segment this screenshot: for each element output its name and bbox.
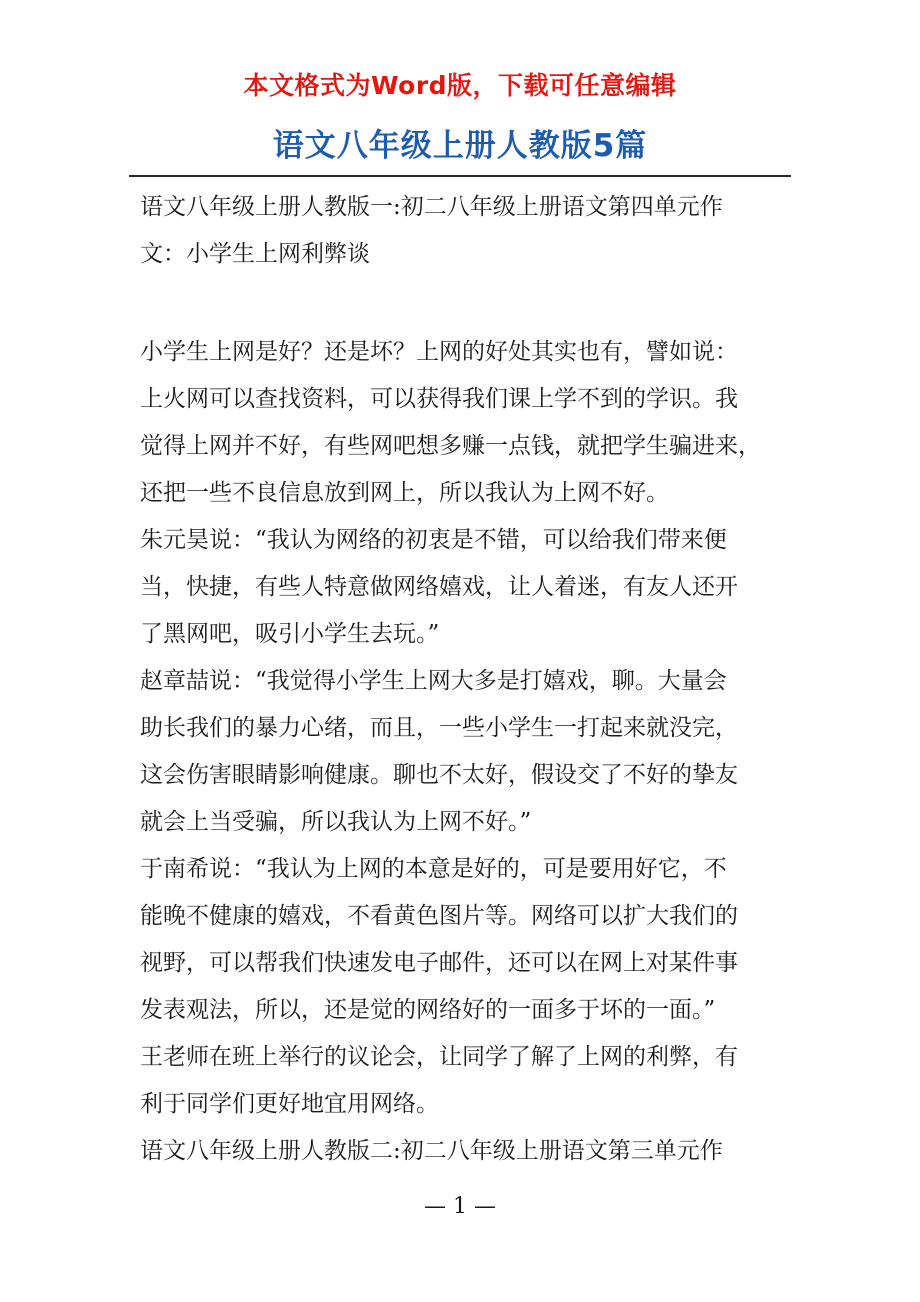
document-title: 语文八年级上册人教版5篇: [272, 128, 648, 164]
section-heading-line: 文：小学生上网利弊谈: [140, 241, 370, 267]
format-notice-banner: 本文格式为Word版，下载可任意编辑: [243, 71, 677, 100]
section-heading-line: 语文八年级上册人教版二:初二八年级上册语文第三单元作: [140, 1138, 723, 1164]
body-text-line: 朱元昊说：“我认为网络的初衷是不错，可以给我们带来便: [140, 527, 727, 553]
body-text-line: 利于同学们更好地宜用网络。: [140, 1091, 439, 1117]
body-text-line: 了黑网吧，吸引小学生去玩。”: [140, 621, 440, 647]
body-text-line: 当，快捷，有些人特意做网络嬉戏，让人着迷，有友人还开: [140, 574, 738, 600]
body-text-line: 赵章喆说：“我觉得小学生上网大多是打嬉戏，聊。大量会: [140, 668, 727, 694]
body-text-line: 这会伤害眼睛影响健康。聊也不太好，假设交了不好的挚友: [140, 762, 738, 788]
body-text-line: 上火网可以查找资料，可以获得我们课上学不到的学识。我: [140, 386, 738, 412]
body-text-line: 就会上当受骗，所以我认为上网不好。”: [140, 809, 532, 835]
document-body: [140, 184, 782, 1175]
section-heading-line: 语文八年级上册人教版一:初二八年级上册语文第四单元作: [140, 194, 723, 220]
body-text-line: 还把一些不良信息放到网上，所以我认为上网不好。: [140, 480, 669, 506]
body-text-line: 能晚不健康的嬉戏，不看黄色图片等。网络可以扩大我们的: [140, 903, 738, 929]
paragraph-spacer: [140, 278, 782, 329]
page-number: — 1 —: [424, 1194, 496, 1219]
body-text-line: 于南希说：“我认为上网的本意是好的，可是要用好它，不: [140, 856, 727, 882]
body-text-line: 助长我们的暴力心绪，而且，一些小学生一打起来就没完，: [140, 715, 738, 741]
body-text-line: 发表观法，所以，还是觉的网络好的一面多于坏的一面。”: [140, 997, 716, 1023]
body-text-line: 小学生上网是好？还是坏？上网的好处其实也有，譬如说：: [140, 339, 738, 365]
body-text-line: 觉得上网并不好，有些网吧想多赚一点钱，就把学生骗进来，: [140, 433, 761, 459]
body-text-line: 视野，可以帮我们快速发电子邮件，还可以在网上对某件事: [140, 950, 738, 976]
body-text-line: 王老师在班上举行的议论会，让同学了解了上网的利弊，有: [140, 1044, 738, 1070]
header-divider: [129, 175, 791, 177]
